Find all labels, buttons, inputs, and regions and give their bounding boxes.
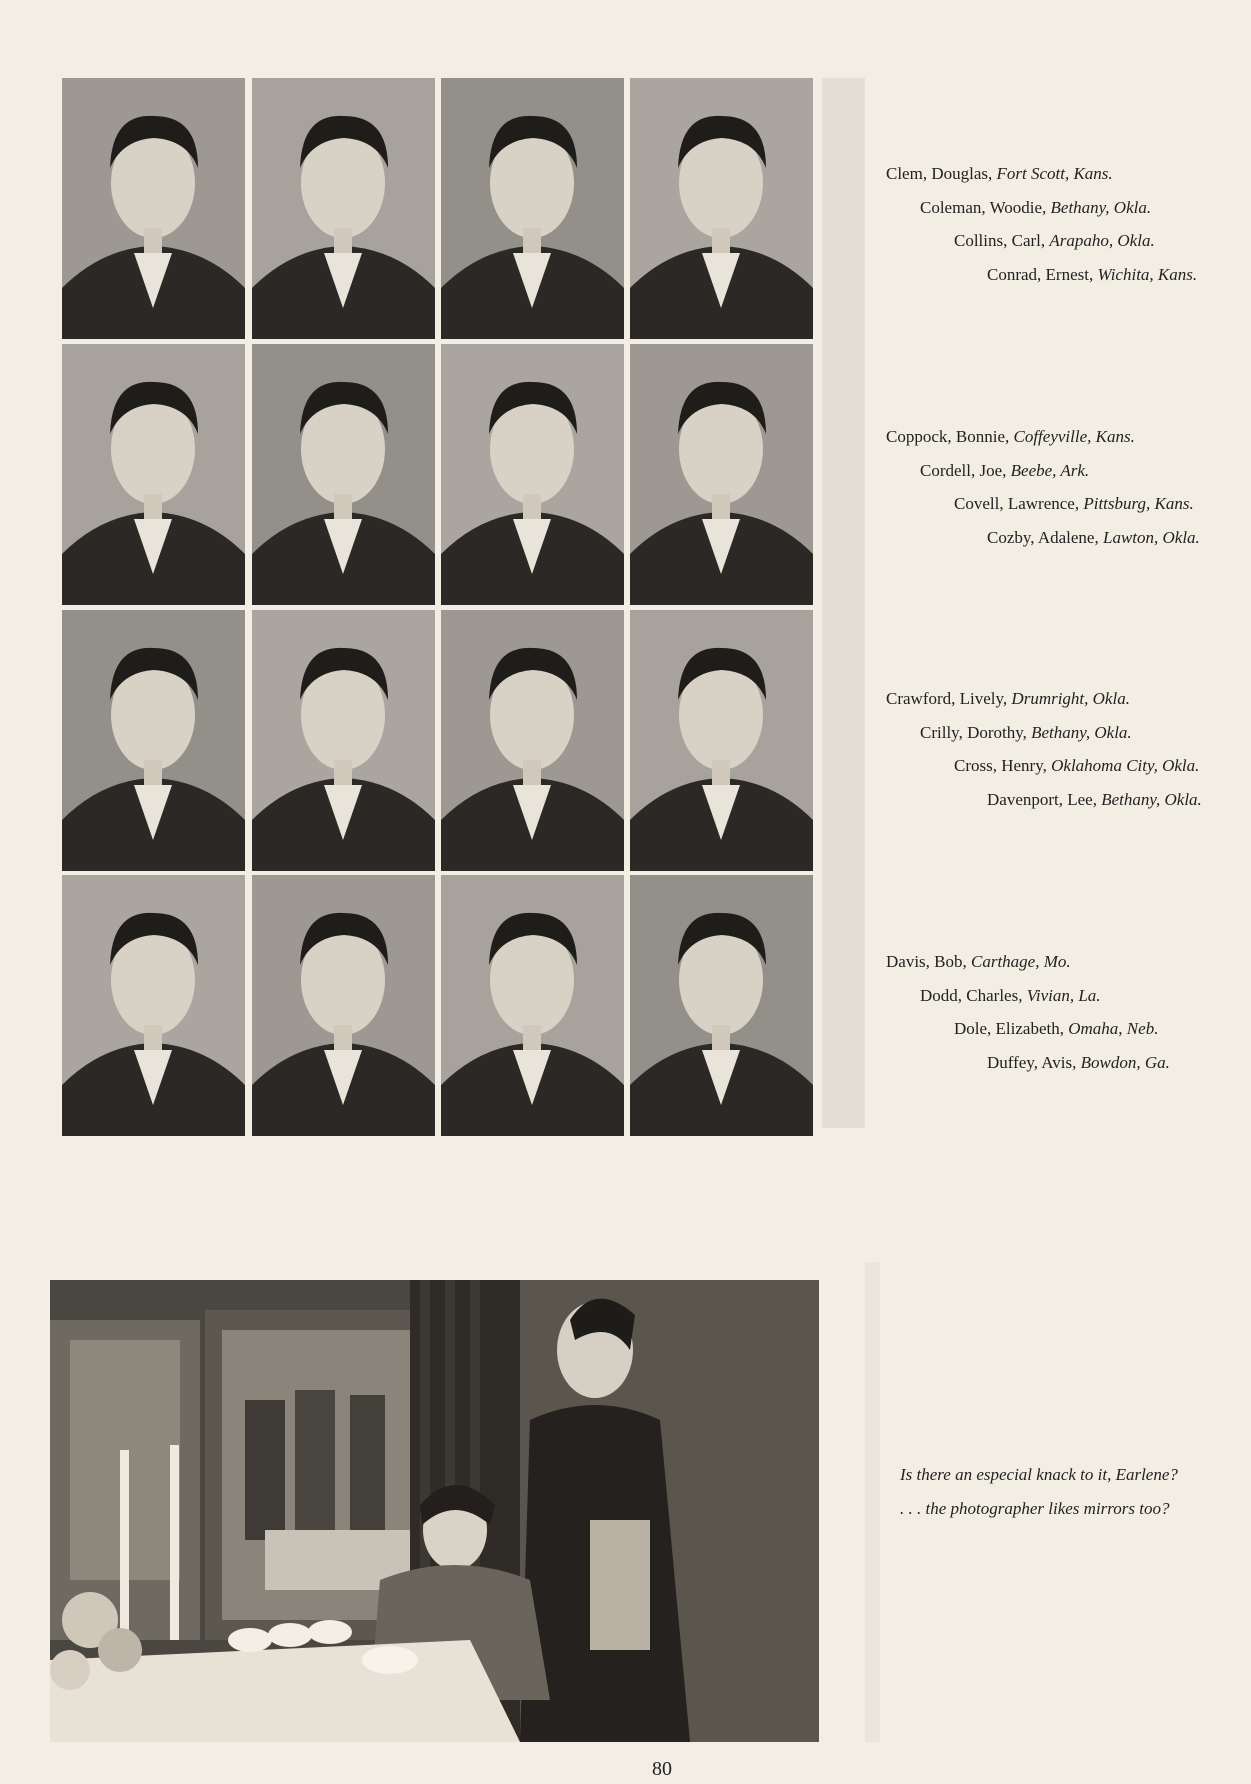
student-hometown: Pittsburg, Kans.	[1083, 494, 1194, 513]
student-entry	[886, 1046, 1170, 1080]
caption-line: Is there an especial knack to it, Earlene?	[900, 1465, 1178, 1484]
student-hometown: Drumright, Okla.	[1011, 689, 1130, 708]
portrait-names-block	[886, 945, 1170, 1079]
caption-line: . . . the photographer likes mirrors too?	[900, 1499, 1170, 1518]
student-name: Cozby, Adalene,	[987, 527, 1103, 547]
student-entry	[886, 716, 1202, 750]
student-entry	[886, 454, 1200, 488]
portrait-photo	[441, 78, 624, 339]
student-entry	[886, 1012, 1170, 1046]
portrait-photo	[62, 610, 245, 871]
student-entry	[886, 979, 1170, 1013]
student-entry	[886, 157, 1197, 191]
student-name: Cordell, Joe,	[920, 460, 1011, 480]
student-hometown: Fort Scott, Kans.	[996, 164, 1113, 183]
print-bleed	[822, 78, 865, 1128]
student-hometown: Beebe, Ark.	[1010, 460, 1090, 480]
portrait-photo	[630, 344, 813, 605]
student-hometown: Oklahoma City, Okla.	[1051, 756, 1200, 775]
student-name: Coppock, Bonnie,	[886, 427, 1014, 446]
portrait-photo	[252, 344, 435, 605]
student-entry	[886, 224, 1197, 258]
student-name: Crilly, Dorothy,	[920, 722, 1032, 742]
portrait-grid	[62, 78, 819, 1138]
student-name: Davenport, Lee,	[987, 789, 1102, 809]
portrait-photo	[252, 610, 435, 871]
student-entry	[886, 521, 1200, 555]
student-entry	[886, 783, 1202, 817]
student-hometown: Bowdon, Ga.	[1080, 1052, 1170, 1072]
portrait-photo	[630, 78, 813, 339]
student-entry	[886, 420, 1200, 454]
student-hometown: Coffeyville, Kans.	[1013, 427, 1135, 446]
student-hometown: Wichita, Kans.	[1097, 264, 1198, 284]
student-name: Coleman, Woodie,	[920, 197, 1051, 217]
portrait-names-block	[886, 420, 1200, 554]
portrait-photo	[441, 610, 624, 871]
portrait-photo	[62, 78, 245, 339]
student-entry	[886, 749, 1202, 783]
portrait-photo	[630, 610, 813, 871]
portrait-names-block	[886, 682, 1202, 816]
student-name: Duffey, Avis,	[987, 1052, 1081, 1072]
portrait-names-block	[886, 157, 1197, 291]
student-hometown: Bethany, Okla.	[1050, 197, 1152, 217]
portrait-photo	[252, 78, 435, 339]
portrait-photo	[62, 875, 245, 1136]
print-bleed	[865, 1262, 880, 1742]
student-entry	[886, 945, 1170, 979]
student-name: Collins, Carl,	[954, 231, 1050, 250]
page-number: 80	[652, 1758, 672, 1780]
student-hometown: Arapaho, Okla.	[1049, 231, 1155, 250]
portrait-photo	[630, 875, 813, 1136]
portrait-photo	[441, 875, 624, 1136]
student-name: Cross, Henry,	[954, 756, 1052, 775]
portrait-photo	[252, 875, 435, 1136]
student-entry	[886, 258, 1197, 292]
candid-photo	[50, 1280, 819, 1742]
student-hometown: Carthage, Mo.	[971, 952, 1071, 971]
student-name: Crawford, Lively,	[886, 689, 1012, 708]
student-name: Conrad, Ernest,	[987, 264, 1098, 284]
student-hometown: Bethany, Okla.	[1031, 722, 1132, 742]
student-entry	[886, 191, 1197, 225]
photo-caption	[900, 1458, 1178, 1526]
student-hometown: Vivian, La.	[1026, 985, 1101, 1005]
student-entry	[886, 487, 1200, 521]
portrait-photo	[441, 344, 624, 605]
student-name: Covell, Lawrence,	[954, 494, 1084, 513]
portrait-photo	[62, 344, 245, 605]
student-hometown: Omaha, Neb.	[1068, 1019, 1159, 1038]
student-hometown: Bethany, Okla.	[1101, 789, 1202, 809]
student-hometown: Lawton, Okla.	[1102, 527, 1200, 547]
student-name: Clem, Douglas,	[886, 164, 997, 183]
student-name: Dodd, Charles,	[920, 985, 1027, 1005]
student-entry	[886, 682, 1202, 716]
student-name: Dole, Elizabeth,	[954, 1019, 1069, 1038]
student-name: Davis, Bob,	[886, 952, 971, 971]
